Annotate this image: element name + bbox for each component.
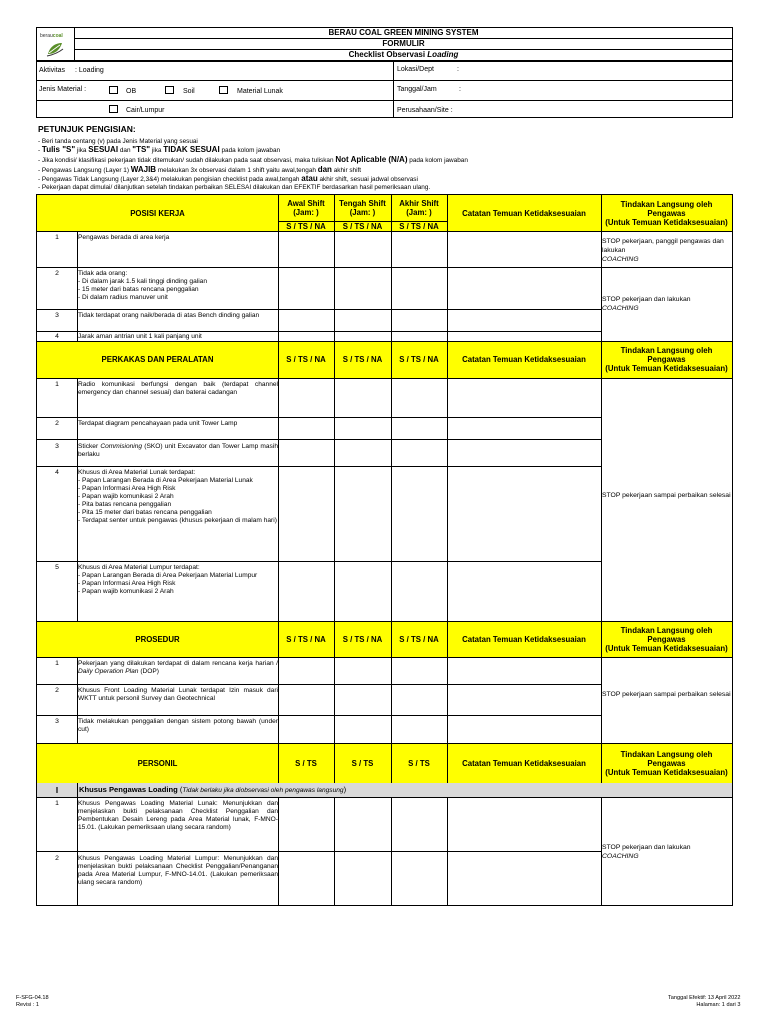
section-title-prosedur: PROSEDUR [135,634,180,644]
section-title-posisi-kerja: POSISI KERJA [130,208,185,218]
row-number: 1 [55,660,59,667]
col-tengah-sts: S / TS / NA [342,634,383,644]
lokasi-field[interactable]: : [457,66,459,73]
row-number: 3 [55,443,59,450]
row-number: 4 [55,469,59,476]
option-ob: OB [126,88,137,95]
logo [37,28,75,60]
col-tengah-shift: Tengah Shift (Jam: ) [339,199,386,217]
col-tengah-sts: S / TS / NA [342,355,383,364]
col-awal-sts: S / TS [295,758,317,768]
row-number: 1 [55,800,59,807]
row-number: 1 [55,381,59,388]
col-akhir-sts: S / TS [408,758,430,768]
logo-text: beraucoal [40,33,63,39]
col-catatan: Catatan Temuan Ketidaksesuaian [462,758,586,768]
col-awal-sts: S / TS / NA [286,221,326,231]
form-type: FORMULIR [75,39,732,50]
option-cair-lumpur: Cair/Lumpur [126,107,165,114]
item-text: Khusus Pengawas Loading Material Lumpur: Menunjukkan dan menjelaskan bukti pelaksanaan Checklist Penggalian/Penanganan pada Area Material Lumpur, F-MNO-14.01. (Lakukan pemeriksaan ulang secara random) [78,855,278,886]
col-akhir-sts: S / TS / NA [399,634,439,644]
col-catatan: Catatan Temuan Ketidaksesuaian [462,355,586,364]
item-text: Tidak terdapat orang naik/berada di atas Bench dinding galian [78,312,260,319]
system-title: BERAU COAL GREEN MINING SYSTEM [75,28,732,39]
instruction-1: - Beri tanda centang (v) pada Jenis Material yang sesuai [38,138,198,145]
row-number: 3 [55,312,59,319]
col-awal-shift: Awal Shift (Jam: ) [287,199,325,217]
row-number: 2 [55,420,59,427]
item-text: Radio komunikasi berfungsi dengan baik (terdapat channel emergency dan channel sesuai) dan baterai cadangan [78,381,278,396]
item-text: Khusus di Area Material Lunak terdapat: - Papan Larangan Berada di Area Pekerjaan Material Lunak - Papan Informasi Area High Risk - Papan wajib komunikasi 2 Arah - Pita batas rencana penggalian - Pita 15 meter dari batas rencana penggalian - Terdapat senter untuk pengawas (khusus pekerjaan di malam hari) [78,469,277,524]
page-info: Tanggal Efektif: 13 April 2022 Halaman: 1 dari 3 [668,995,741,1008]
checkbox-cair-lumpur[interactable] [109,105,118,113]
col-tindakan: Tindakan Langsung oleh Pengawas (Untuk Temuan Ketidaksesuaian) [605,749,728,777]
berau-coal-leaf-icon [46,41,64,57]
col-tindakan: Tindakan Langsung oleh Pengawas (Untuk Temuan Ketidaksesuaian) [605,346,728,373]
form-header [36,27,733,61]
group-title: Khusus Pengawas Loading (Tidak berlaku jika diobservasi oleh pengawas langsung) [79,785,347,794]
action-stop-coaching: STOP pekerjaan dan lakukan COACHING [602,296,691,312]
tanggal-field[interactable]: : [459,86,461,93]
item-text: Pengawas berada di area kerja [78,234,170,241]
row-number: 5 [55,564,59,571]
item-text: Terdapat diagram pencahayaan pada unit Tower Lamp [78,420,238,427]
row-number: 3 [55,718,59,725]
form-code: F-SFG-04.18 Revisi : 1 [16,995,49,1008]
section-title-personil: PERSONIL [137,758,178,768]
info-grid [36,61,733,118]
row-number: 2 [55,855,59,862]
col-akhir-sts: S / TS / NA [399,355,439,364]
option-soil: Soil [183,88,195,95]
action-stop-call: STOP pekerjaan, panggil pengawas dan lakukan COACHING [602,238,724,263]
row-number: 1 [55,234,59,241]
action-stop-coaching: STOP pekerjaan dan lakukan COACHING [602,844,691,860]
col-akhir-shift: Akhir Shift (Jam: ) [399,199,439,217]
item-text: Sticker Commisioning (SKO) unit Excavator dan Tower Lamp masih berlaku [78,443,278,458]
group-number: I [55,786,59,795]
jenis-material-label: Jenis Material : [39,86,87,93]
checkbox-material-lunak[interactable] [219,86,228,94]
option-material-lunak: Material Lunak [237,88,283,95]
form-title: Checklist Observasi Loading [348,50,459,59]
checkbox-ob[interactable] [109,86,118,94]
aktivitas-value: : Loading [75,67,104,74]
col-awal-sts: S / TS / NA [286,355,326,364]
item-text: Khusus Front Loading Material Lunak terdapat Izin masuk dari WKTT untuk personil Survey dan Geotechnical [78,687,278,702]
item-text: Khusus Pengawas Loading Material Lunak: Menunjukkan dan menjelaskan bukti pelaksanaan Checklist Penggalian dan Pembentukan Desain Lereng pada Area Material lunak, F-MNO-15.01. (Lakukan pemeriksaan ulang secara random) [78,800,278,831]
item-text: Tidak melakukan penggalian dengan sistem potong bawah (under cut) [78,718,278,733]
aktivitas-label: Aktivitas [39,67,66,74]
item-text: Jarak aman antrian unit 1 kali panjang unit [78,333,202,340]
instruction-5: - Pengawas Tidak Langsung (Layer 2,3&4) melakukan pengisian checklist pada awal,tengah atau akhir shift, sesuai jadwal observasi [38,174,418,183]
col-catatan: Catatan Temuan Ketidaksesuaian [462,208,586,218]
action-stop-repair: STOP pekerjaan sampai perbaikan selesai [602,691,731,698]
item-text: Pekerjaan yang dilakukan terdapat di dalam rencana kerja harian / Daily Operation Plan (DOP) [78,660,278,675]
action-stop-repair: STOP pekerjaan sampai perbaikan selesai [602,492,731,499]
checkbox-soil[interactable] [165,86,174,94]
row-number: 2 [55,270,59,277]
col-tengah-sts: S / TS / NA [342,221,383,231]
instruction-2: - Tulis "S" jika SESUAI dan "TS" jika TIDAK SESUAI pada kolom jawaban [38,145,281,154]
section-title-perkakas: PERKAKAS DAN PERALATAN [101,355,214,364]
col-tindakan: Tindakan Langsung oleh Pengawas (Untuk Temuan Ketidaksesuaian) [605,625,728,653]
col-tindakan: Tindakan Langsung oleh Pengawas (Untuk Temuan Ketidaksesuaian) [605,199,728,227]
col-catatan: Catatan Temuan Ketidaksesuaian [462,634,586,644]
checklist-table [36,194,733,906]
lokasi-label: Lokasi/Dept [397,66,434,73]
perusahaan-field[interactable]: Perusahaan/Site : [397,107,453,114]
col-awal-sts: S / TS / NA [286,634,326,644]
item-text: Khusus di Area Material Lumpur terdapat: - Papan Larangan Berada di Area Pekerjaan Material Lumpur - Papan Informasi Area High Risk - Papan wajib komunikasi 2 Arah [78,564,258,595]
instruction-3: - Jika kondisi/ klasifikasi pekerjaan tidak ditemukan/ sudah dilakukan pada saat observasi, maka tuliskan Not Aplicable (N/A) pada kolom jawaban [38,155,468,164]
row-number: 2 [55,687,59,694]
row-number: 4 [55,333,59,340]
col-tengah-sts: S / TS [351,758,374,768]
tanggal-label: Tanggal/Jam [397,86,437,93]
col-akhir-sts: S / TS / NA [399,221,439,231]
item-text: Tidak ada orang: - Di dalam jarak 1.5 kali tinggi dinding galian - 15 meter dari batas rencana penggalian - Di dalam radius manuver unit [78,270,208,301]
instruction-4: - Pengawas Langsung (Layer 1) WAJIB melakukan 3x observasi dalam 1 shift yaitu awal,tengah dan akhir shift [38,165,362,174]
instructions-title: PETUNJUK PENGISIAN: [38,124,136,134]
instruction-6: - Pekerjaan dapat dimulai/ dilanjutkan setelah tindakan perbaikan SELESAI dilakukan dan EFEKTIF berdasarkan hasil pemeriksaan ulang. [38,184,431,191]
